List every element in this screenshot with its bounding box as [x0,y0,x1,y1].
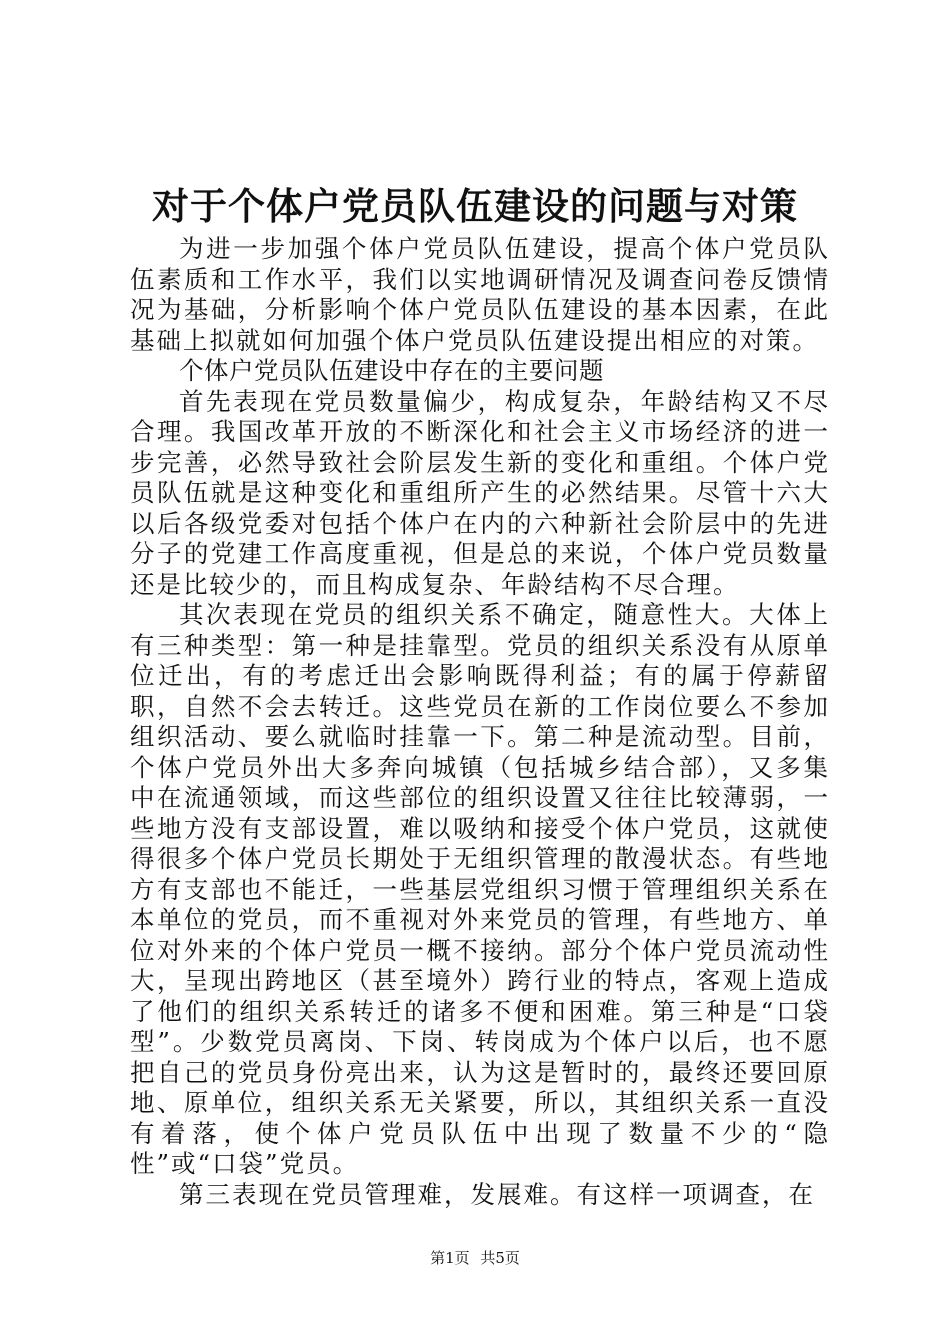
page-footer [0,1248,950,1268]
paragraph-first-issue: 首先表现在党员数量偏少，构成复杂，年龄结构又不尽合理。我国改革开放的不断深化和社会主义市场经济的进一步完善，必然导致社会阶层发生新的变化和重组。个体户党员队伍就是这种变化和重组所产生的必然结果。尽管十六大以后各级党委对包括个体户在内的六种新社会阶层中的先进分子的党建工作高度重视，但是总的来说，个体户党员数量还是比较少的，而且构成复杂、年龄结构不尽合理。 [130,386,830,599]
document-body [130,234,830,1210]
page-total: 共5页 [480,1249,520,1267]
page-number: 第1页 [430,1249,470,1267]
intro-paragraph: 为进一步加强个体户党员队伍建设，提高个体户党员队伍素质和工作水平，我们以实地调研情况及调查问卷反馈情况为基础，分析影响个体户党员队伍建设的基本因素，在此基础上拟就如何加强个体户党员队伍建设提出相应的对策。 [130,234,830,355]
paragraph-second-issue: 其次表现在党员的组织关系不确定，随意性大。大体上有三种类型：第一种是挂靠型。党员的组织关系没有从原单位迁出，有的考虑迁出会影响既得利益；有的属于停薪留职，自然不会去转迁。这些党员在新的工作岗位要么不参加组织活动、要么就临时挂靠一下。第二种是流动型。目前，个体户党员外出大多奔向城镇（包括城乡结合部），又多集中在流通领域，而这些部位的组织设置又往往比较薄弱，一些地方没有支部设置，难以吸纳和接受个体户党员，这就使得很多个体户党员长期处于无组织管理的散漫状态。有些地方有支部也不能迁，一些基层党组织习惯于管理组织关系在本单位的党员，而不重视对外来党员的管理，有些地方、单位对外来的个体户党员一概不接纳。部分个体户党员流动性大，呈现出跨地区（甚至境外）跨行业的特点，客观上造成了他们的组织关系转迁的诸多不便和困难。第三种是“口袋型”。少数党员离岗、下岗、转岗成为个体户以后，也不愿把自己的党员身份亮出来，认为这是暂时的，最终还要回原地、原单位，组织关系无关紧要，所以，其组织关系一直没有着落，使个体户党员队伍中出现了数量不少的“隐性”或“口袋”党员。 [130,600,830,1178]
section-heading: 个体户党员队伍建设中存在的主要问题 [179,356,604,385]
document-title: 对于个体户党员队伍建设的问题与对策 [152,185,798,228]
paragraph-third-issue: 第三表现在党员管理难，发展难。有这样一项调查，在 [179,1179,815,1209]
